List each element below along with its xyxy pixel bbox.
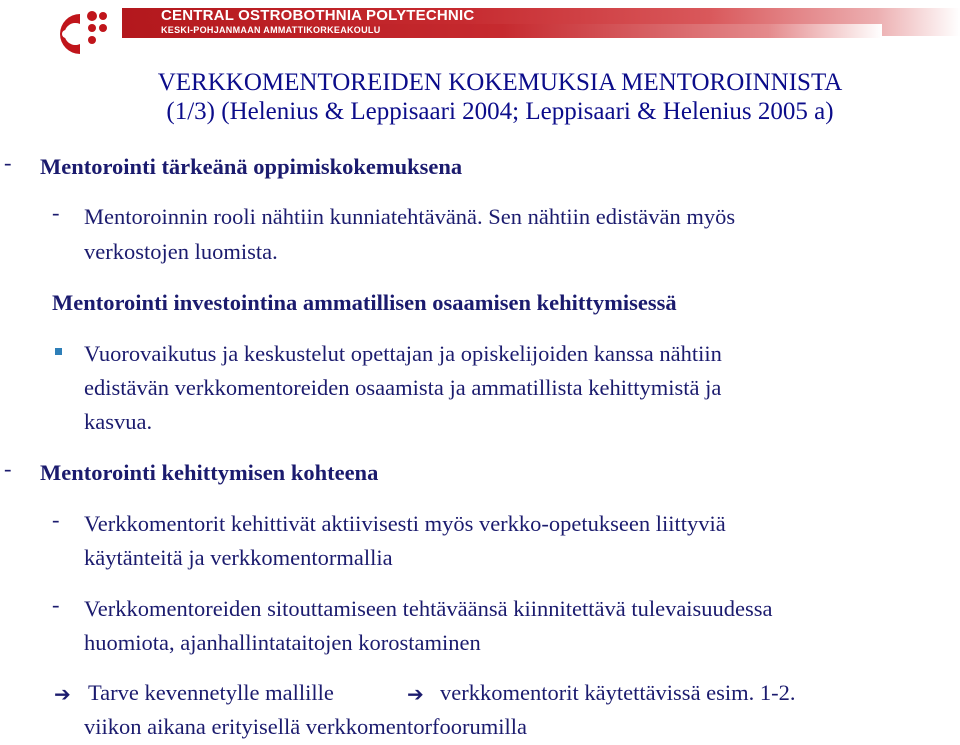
institution-name: CENTRAL OSTROBOTHNIA POLYTECHNIC — [161, 7, 475, 24]
bullet-3-sub-2-line-2: huomiota, ajanhallintataitojen korostaminen — [84, 630, 481, 655]
bullet-dash: - — [52, 200, 60, 225]
bullet-1: Mentorointi tärkeänä oppimiskokemuksena — [40, 154, 463, 179]
bullet-3-sub-1-line-2: käytänteitä ja verkkomentormallia — [84, 545, 393, 570]
bullet-3-arrow-line-2: viikon aikana erityisellä verkkomentorfoorumilla — [84, 714, 527, 739]
bullet-2-sub-1-line-3: kasvua. — [84, 409, 153, 434]
bullet-3-sub-2-line-1: Verkkomentoreiden sitouttamiseen tehtäväänsä kiinnitettävä tulevaisuudessa — [84, 596, 773, 621]
bullet-3-arrow-part-1: Tarve kevennetylle mallille — [88, 680, 334, 705]
bullet-dash: - — [4, 150, 12, 175]
bullet-3-arrow-part-2: verkkomentorit käytettävissä esim. 1-2. — [440, 680, 796, 705]
bullet-2-sub-1-line-2: edistävän verkkomentoreiden osaamista ja ammatillista kehittymistä ja — [84, 375, 722, 400]
arrow-right-icon: ➔ — [407, 682, 424, 706]
slide-title — [40, 68, 960, 126]
polytechnic-logo — [44, 4, 110, 60]
bullet-1-sub-1-line-1: Mentoroinnin rooli nähtiin kunniatehtävänä. Sen nähtiin edistävän myös — [84, 204, 736, 229]
institution-subtitle: KESKI-POHJANMAAN AMMATTIKORKEAKOULU — [161, 25, 381, 35]
bullet-1-sub-1-line-2: verkostojen luomista. — [84, 239, 278, 264]
header-banner — [0, 0, 960, 60]
bullet-dash: - — [52, 507, 60, 532]
bullet-2: Mentorointi investointina ammatillisen osaamisen kehittymisessä — [52, 290, 677, 315]
bullet-2-sub-1-line-1: Vuorovaikutus ja keskustelut opettajan ja opiskelijoiden kanssa nähtiin — [84, 341, 722, 366]
arrow-right-icon: ➔ — [54, 682, 71, 706]
square-bullet-icon — [55, 348, 62, 355]
bullet-3-sub-1-line-1: Verkkomentorit kehittivät aktiivisesti myös verkko-opetukseen liittyviä — [84, 511, 726, 536]
bullet-dash: - — [4, 456, 12, 481]
bullet-3: Mentorointi kehittymisen kohteena — [40, 460, 379, 485]
bullet-dash: - — [52, 592, 60, 617]
slide-title-line-2: (1/3) (Helenius & Leppisaari 2004; Leppisaari & Helenius 2005 a) — [166, 98, 834, 125]
slide-title-line-1: VERKKOMENTOREIDEN KOKEMUKSIA MENTOROINNISTA — [157, 69, 843, 96]
